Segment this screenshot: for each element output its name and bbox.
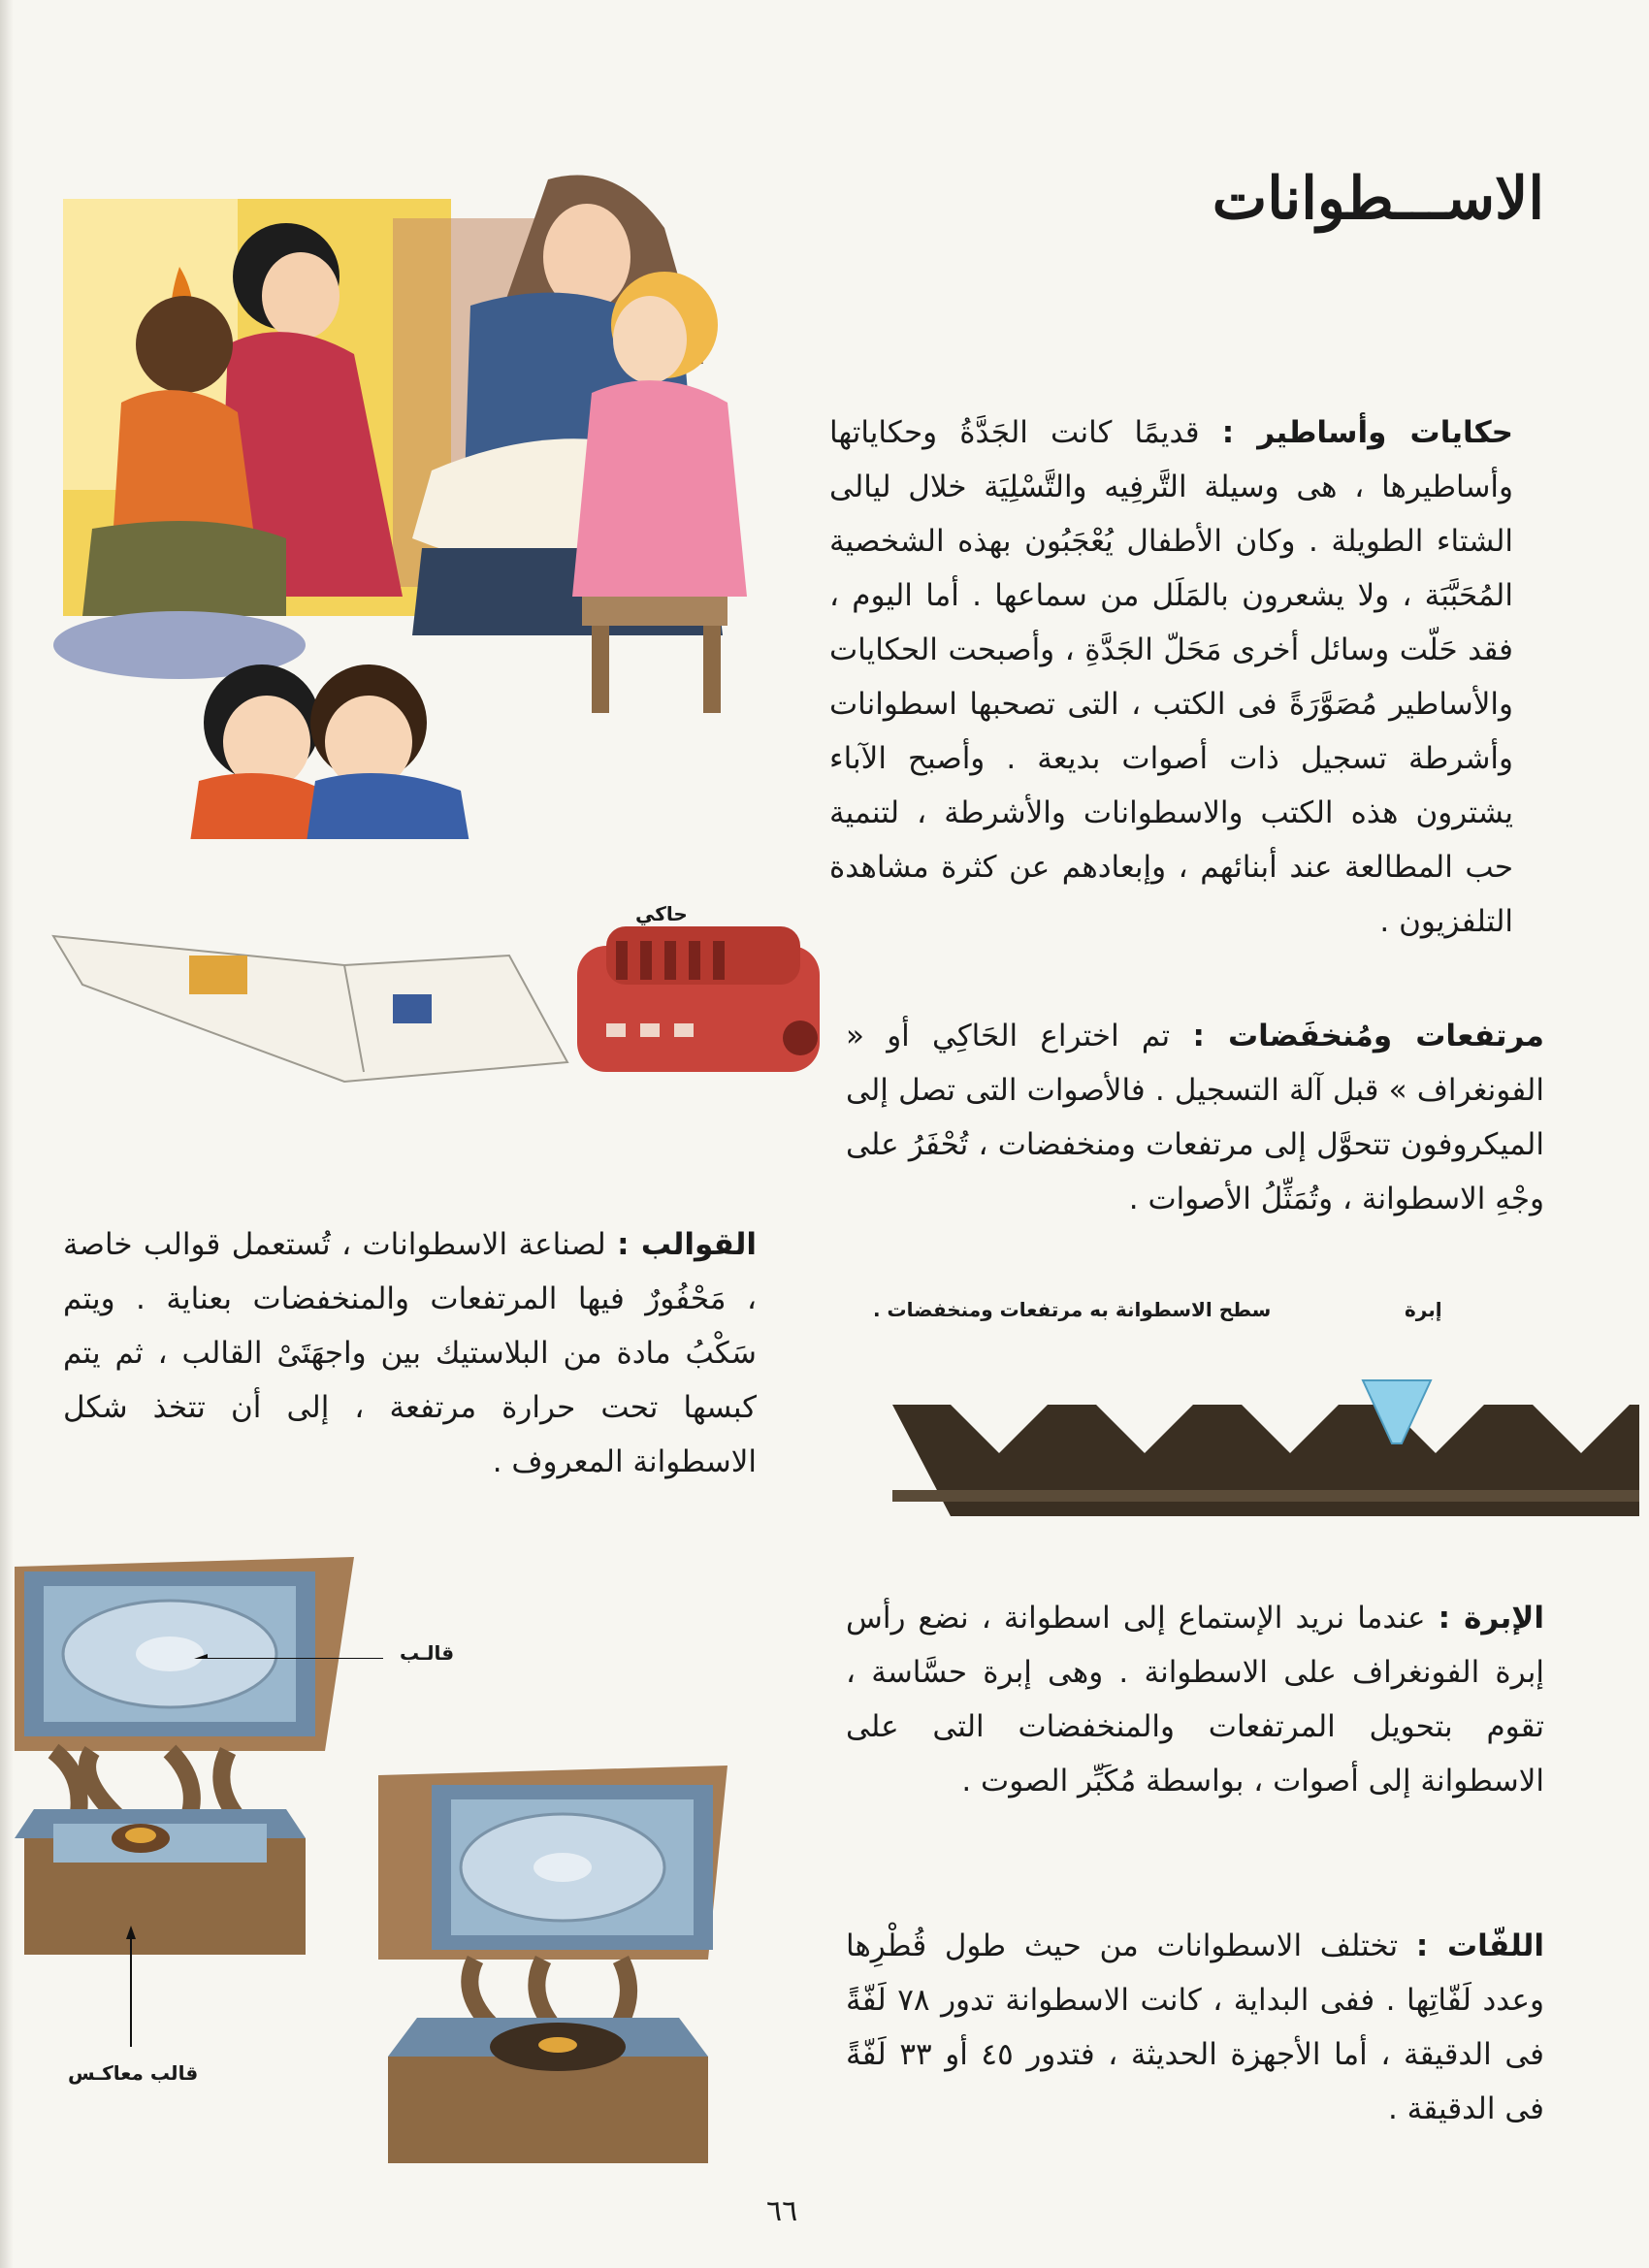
molds-heading: القوالب : — [617, 1227, 757, 1262]
needle-paragraph — [846, 1591, 1544, 1808]
grooves-paragraph — [846, 1009, 1544, 1226]
needle-caption: إبرة — [1405, 1298, 1442, 1321]
page-title: الاســـطوانات — [1212, 165, 1544, 233]
grooves-heading: مرتفعات ومُنخفَضات : — [1192, 1019, 1545, 1053]
grooves-text: تم اختراع الحَاكِي أو « الفونغراف » قبل آلة التسجيل . فالأصوات التى تصل إلى الميكروفون تتحوَّل إلى مرتفعات ومنخفضات ، تُحْفَرُ على وجْهِ الاسطوانة ، وتُمَثِّلُ الأصوات . — [846, 1019, 1544, 1216]
children-book-phonograph-illustration — [44, 897, 829, 1106]
rpm-text: تختلف الاسطوانات من حيث طول قُطْرِها وعدد لَفّاتِها . ففى البداية ، كانت الاسطوانة تدور ٧٨ لَفّةً فى الدقيقة ، أما الأجهزة الحديثة ، فتدور ٤٥ أو ٣٣ لَفّةً فى الدقيقة . — [846, 1928, 1544, 2126]
needle-text: عندما نريد الإستماع إلى اسطوانة ، نضع رأس إبرة الفونغراف على الاسطوانة . وهى إبرة حسَّاسة ، تقوم بتحويل المرتفعات والمنخفضات التى على الاسطوانة إلى أصوات ، بواسطة مُكَبِّر الصوت . — [846, 1601, 1544, 1798]
tales-heading: حكايات وأساطير : — [1221, 415, 1513, 450]
tales-text: قديمًا كانت الجَدَّةُ وحكاياتها وأساطيرها ، هى وسيلة التَّرفِيه والتَّسْلِيَة خلال ليالى الشتاء الطويلة . وكان الأطفال يُعْجَبُون بهذه الشخصية المُحَبَّبَة ، ولا يشعرون بالمَلَل من سماعها . أما اليوم ، فقد حَلّت وسائل أخرى مَحَلّ الجَدَّةِ ، وأصبحت الحكايات والأساطير مُصَوَّرَةً فى الكتب ، التى تصحبها اسطوانات وأشرطة تسجيل ذات أصوات بديعة . وأصبح الآباء يشترون هذه الكتب والاسطوانات والأشرطة ، لتنمية حب المطالعة عند أبنائهم ، وإبعادهم عن كثرة مشاهدة التلفزيون . — [829, 415, 1513, 939]
reverse-mold-caption: قالب معاكـس — [68, 2061, 199, 2085]
molds-text: لصناعة الاسطوانات ، تُستعمل قوالب خاصة ، مَحْفُورٌ فيها المرتفعات والمنخفضات بعناية . ويتم سَكْبُ مادة من البلاستيك بين واجهَتَىْ القالب ، ثم يتم كبسها تحت حرارة مرتفعة ، إلى أن تتخذ شكل الاسطوانة المعروف . — [63, 1227, 757, 1479]
tales-paragraph — [829, 405, 1513, 949]
page-binding-edge — [0, 0, 14, 2268]
rpm-heading: اللفّات : — [1415, 1928, 1545, 1963]
mold-caption: قالـب — [400, 1641, 455, 1665]
record-press-open-illustration — [15, 1557, 383, 1964]
grandmother-storytelling-illustration — [44, 160, 766, 839]
mold-arrow — [194, 1649, 388, 1659]
record-press-closed-illustration — [369, 1766, 757, 2173]
reverse-mold-arrow — [126, 1926, 136, 2047]
page-number: ٦٦ — [766, 2194, 798, 2228]
record-groove-needle-diagram — [888, 1376, 1639, 1521]
rpm-paragraph — [846, 1919, 1544, 2136]
phonograph-caption: حاكي — [635, 902, 688, 925]
molds-paragraph — [63, 1217, 757, 1489]
surface-caption: سطح الاسطوانة به مرتفعات ومنخفضات . — [873, 1298, 1272, 1321]
needle-heading: الإبرة : — [1438, 1601, 1545, 1636]
